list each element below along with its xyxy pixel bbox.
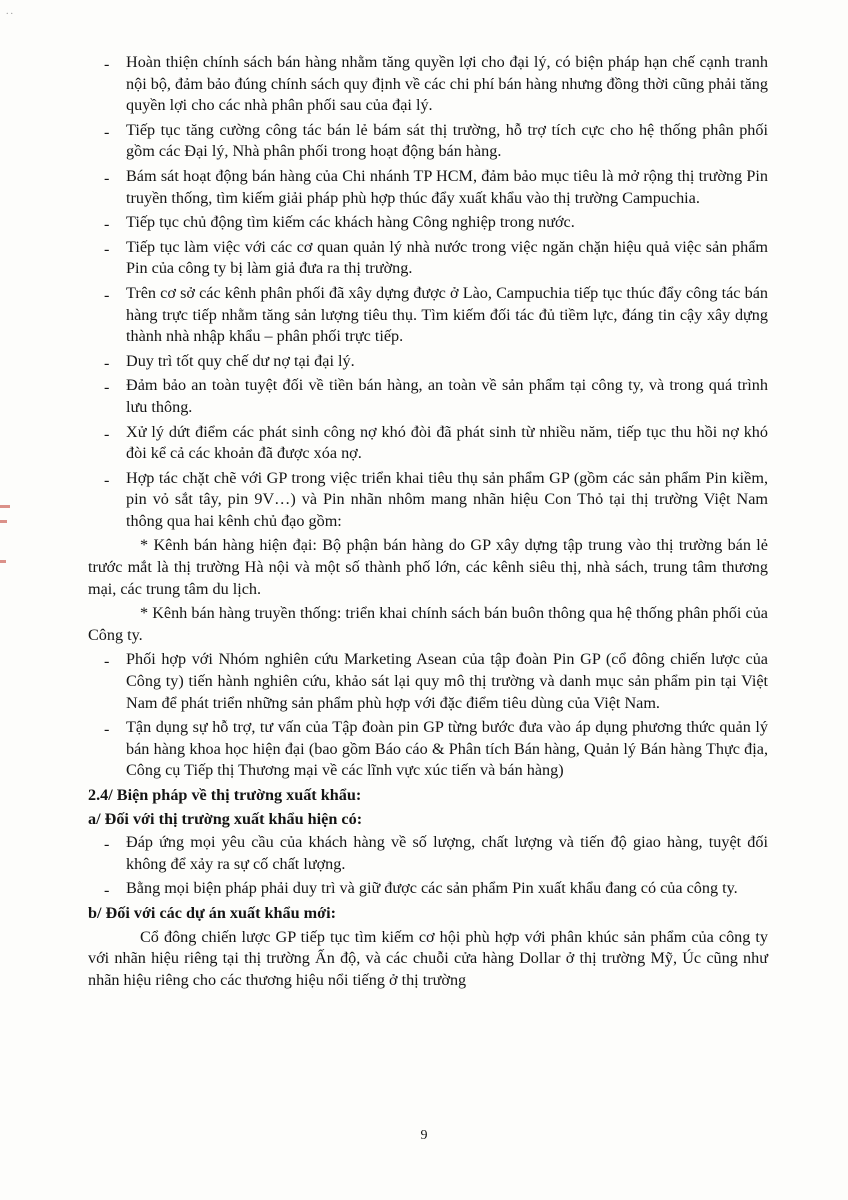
bullet-dash: - <box>104 720 110 739</box>
page-body <box>88 52 768 994</box>
channel-traditional-paragraph: * Kênh bán hàng truyền thống: triển khai chính sách bán buôn thông qua hệ thống phân phối của Công ty. <box>88 604 768 644</box>
bullet-dash: - <box>104 168 110 187</box>
list-item-text: Hợp tác chặt chẽ với GP trong việc triển khai tiêu thụ sản phẩm GP (gồm các sản phẩm Pin kiềm, pin vỏ sắt tây, pin 9V…) và Pin nhãn nhôm mang nhãn hiệu Con Thỏ tại thị trường Việt Nam thông qua hai kênh chủ đạo gồm: <box>126 468 768 530</box>
list-item <box>88 120 768 163</box>
bullet-list-mid <box>88 649 768 782</box>
list-item-text: Tận dụng sự hỗ trợ, tư vấn của Tập đoàn pin GP từng bước đưa vào áp dụng phương thức quản lý bán hàng khoa học hiện đại (bao gồm Báo cáo & Phân tích Bán hàng, Quản lý Bán hàng Thực địa, Công cụ Tiếp thị Thương mại về các lĩnh vực xúc tiến và bán hàng) <box>126 718 768 780</box>
list-item-text: Duy trì tốt quy chế dư nợ tại đại lý. <box>126 351 355 370</box>
list-item-text: Bằng mọi biện pháp phải duy trì và giữ được các sản phẩm Pin xuất khẩu đang có của công ty. <box>126 879 738 898</box>
margin-mark <box>0 560 6 563</box>
list-item <box>88 717 768 782</box>
bullet-dash: - <box>104 835 110 854</box>
page-number: 9 <box>420 1128 428 1143</box>
list-item-text: Bám sát hoạt động bán hàng của Chi nhánh TP HCM, đảm bảo mục tiêu là mở rộng thị trường Pin truyền thống, tìm kiếm giải pháp phù hợp thúc đẩy xuất khẩu vào thị trường Campuchia. <box>126 166 768 207</box>
list-item <box>88 878 768 900</box>
list-item-text: Tiếp tục chủ động tìm kiếm các khách hàng Công nghiệp trong nước. <box>126 213 575 232</box>
list-item <box>88 422 768 465</box>
bullet-dash: - <box>104 215 110 234</box>
section-heading-2-4: 2.4/ Biện pháp về thị trường xuất khẩu: <box>88 786 362 804</box>
margin-mark <box>0 505 10 508</box>
list-item-text: Xử lý dứt điểm các phát sinh công nợ khó đòi đã phát sinh từ nhiều năm, tiếp tục thu hồi nợ khó đòi kể cả các khoản đã được xóa nợ. <box>126 422 768 463</box>
bullet-dash: - <box>104 652 110 671</box>
bullet-dash: - <box>104 55 110 73</box>
subsection-heading-a: a/ Đối với thị trường xuất khẩu hiện có: <box>88 809 363 828</box>
list-item-text: Hoàn thiện chính sách bán hàng nhằm tăng quyền lợi cho đại lý, có biện pháp hạn chế cạnh tranh nội bộ, đảm bảo đúng chính sách quy định về các chi phí bán hàng nhưng đồng thời cũng phải tăng quyền lợi cho các nhà phân phối sau của đại lý. <box>126 53 768 115</box>
list-item <box>88 212 768 234</box>
list-item <box>88 52 768 117</box>
list-item-text: Tiếp tục làm việc với các cơ quan quản lý nhà nước trong việc ngăn chặn hiệu quả việc sản phẩm Pin của công ty bị làm giả đưa ra thị trường. <box>126 237 768 278</box>
new-export-paragraph: Cổ đông chiến lược GP tiếp tục tìm kiếm cơ hội phù hợp với phân khúc sản phẩm của công ty với nhãn hiệu riêng tại thị trường Ấn độ, và các chuỗi cửa hàng Dollar ở thị trường Mỹ, Úc cũng như nhãn hiệu riêng cho các thương hiệu nổi tiếng ở thị trường <box>88 927 768 989</box>
bullet-list-top <box>88 52 768 532</box>
bullet-dash: - <box>104 285 110 304</box>
list-item <box>88 649 768 714</box>
list-item <box>88 351 768 373</box>
subsection-heading-b: b/ Đối với các dự án xuất khẩu mới: <box>88 903 337 922</box>
bullet-dash: - <box>104 424 110 443</box>
bullet-dash: - <box>104 239 110 258</box>
list-item-text: Đảm bảo an toàn tuyệt đối về tiền bán hàng, an toàn về sản phẩm tại công ty, và trong quá trình lưu thông. <box>126 376 768 416</box>
list-item <box>88 166 768 209</box>
list-item-text: Đáp ứng mọi yêu cầu của khách hàng về số lượng, chất lượng và tiến độ giao hàng, tuyệt đối không để xảy ra sự cố chất lượng. <box>126 833 768 873</box>
list-item-text: Phối hợp với Nhóm nghiên cứu Marketing Asean của tập đoàn Pin GP (cổ đông chiến lược của Công ty) tiến hành nghiên cứu, khảo sát lại quy mô thị trường và danh mục sản phẩm pin tại Việt Nam để phát triển những sản phẩm phù hợp với đặc điểm tiêu dùng của Việt Nam. <box>126 650 768 712</box>
bullet-dash: - <box>104 881 110 900</box>
scan-dots: .. <box>6 6 15 17</box>
list-item <box>88 832 768 875</box>
bullet-dash: - <box>104 122 110 141</box>
bullet-dash: - <box>104 353 110 372</box>
list-item <box>88 237 768 280</box>
list-item <box>88 375 768 418</box>
channel-modern-paragraph: * Kênh bán hàng hiện đại: Bộ phận bán hàng do GP xây dựng tập trung vào thị trường bán lẻ trước mắt là thị trường Hà nội và một số thành phố lớn, các kênh siêu thị, nhà sách, trung tâm thương mại, các trung tâm du lịch. <box>88 536 768 598</box>
list-item <box>88 468 768 533</box>
list-item <box>88 283 768 348</box>
list-item-text: Tiếp tục tăng cường công tác bán lẻ bám sát thị trường, hỗ trợ tích cực cho hệ thống phân phối gồm các Đại lý, Nhà phân phối trong hoạt động bán hàng. <box>126 120 768 161</box>
list-item-text: Trên cơ sở các kênh phân phối đã xây dựng được ở Lào, Campuchia tiếp tục thúc đẩy công tác bán hàng trực tiếp nhằm tăng sản lượng tiêu thụ. Tìm kiếm đối tác đủ tiềm lực, đáng tin cậy xây dựng thành nhà nhập khẩu – phân phối trực tiếp. <box>126 283 768 346</box>
margin-mark <box>0 520 7 523</box>
bullet-dash: - <box>104 378 110 397</box>
bullet-dash: - <box>104 470 110 489</box>
bullet-list-export <box>88 832 768 900</box>
